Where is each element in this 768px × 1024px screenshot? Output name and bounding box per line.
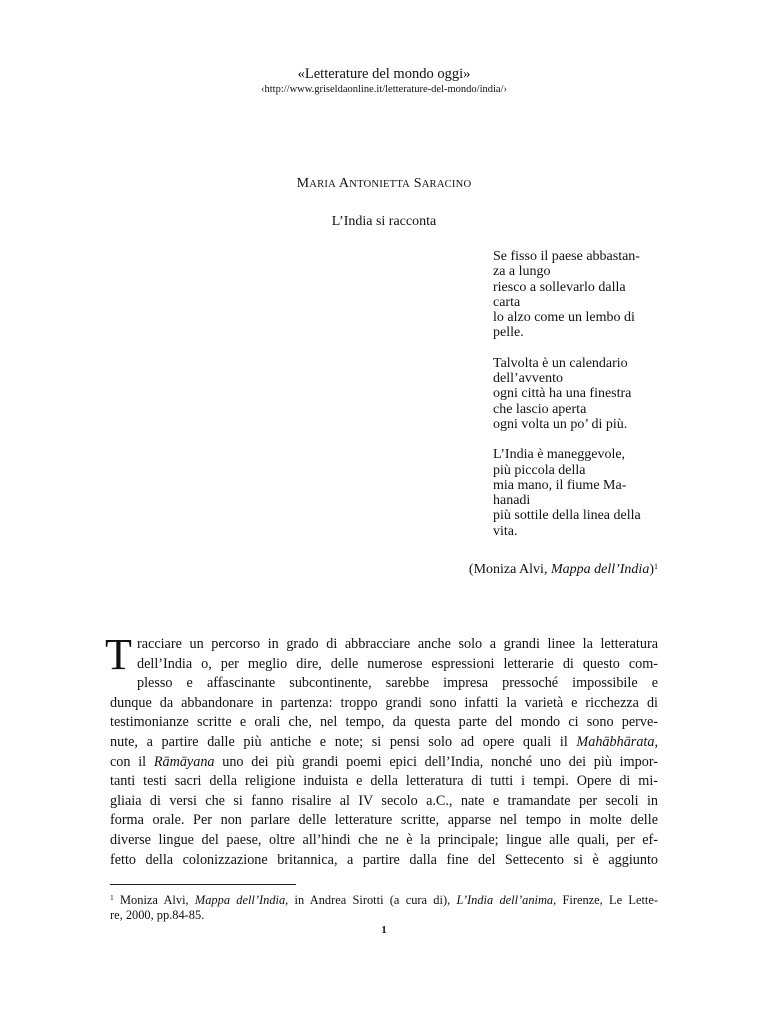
footnote-work-title: Mappa dell’India	[194, 893, 286, 907]
poem-line: za a lungo	[493, 264, 551, 280]
poem-line: Se fisso il paese abbastan-	[493, 249, 640, 264]
poem-line: più piccola della	[493, 462, 586, 478]
body-text-run: ,	[654, 733, 658, 750]
footnote-text-run: , in Andrea Sirotti (a cura di),	[285, 893, 457, 907]
body-line: dell’India o, per meglio dire, delle numerose espressioni letterarie di questo com-	[137, 655, 658, 672]
poem-line: hanadi	[493, 493, 531, 509]
attribution-work: Mappa dell’India	[550, 562, 650, 577]
footnote-mark: 1	[110, 893, 114, 902]
poem-line: vita.	[493, 523, 518, 539]
body-line: racciare un percorso in grado di abbracciare anche solo a grandi linee la letteratura	[137, 636, 658, 652]
body-line: tanti testi sacri della religione induista e della letteratura di tutti i tempi. Opere di mi-	[110, 773, 658, 790]
author-name	[0, 176, 768, 192]
epigraph-attribution	[469, 562, 658, 578]
poem-line: più sottile della linea della	[493, 508, 641, 524]
article-title: L’India si racconta	[331, 214, 437, 229]
poem-line: che lascio aperta	[493, 401, 587, 417]
body-line: forma orale. Per non parlare delle letterature scritte, apparse nel tempo in molte delle	[110, 812, 658, 829]
poem-line: riesco a sollevarlo dalla	[493, 279, 626, 295]
poem-stanza-3	[493, 447, 673, 539]
poem-line: lo alzo come un lembo di	[493, 310, 635, 326]
body-line: diverse lingue del paese, oltre all’hindi che ne è la principale; lingue alle quali, per ef-	[110, 831, 658, 848]
poem-line: pelle.	[493, 325, 524, 341]
body-paragraph	[110, 635, 658, 870]
poem-line: dell’avvento	[493, 371, 563, 387]
attribution-open: (Moniza Alvi,	[468, 562, 551, 577]
body-line: testimonianze scritte e orali che, nel tempo, da questa parte del mondo ci sono perve-	[110, 714, 658, 731]
attribution-close: )	[649, 562, 654, 577]
drop-cap: T	[105, 630, 132, 679]
footnote-text-run: Moniza Alvi,	[113, 893, 195, 907]
footnote-line	[110, 890, 658, 908]
poem-stanza-1	[493, 249, 673, 341]
body-line: dunque da abbandonare in partenza: troppo grandi sono infatti la varietà e ricchezza di	[110, 694, 658, 711]
footnote-text-run: Firenze, Le Lette-	[556, 893, 658, 907]
poem-line: mia mano, il fiume Ma-	[493, 477, 627, 493]
footnote	[110, 890, 658, 923]
body-text-run: nute, a partire dalle più antiche e note; si pensi solo ad opere quali il	[110, 733, 577, 750]
footnote-book-title: L’India dell’anima,	[456, 893, 557, 907]
journal-url: ‹http://www.griseldaonline.it/letterature-del-mondo/india/›	[260, 84, 507, 95]
poem-line: Talvolta è un calendario	[493, 355, 628, 371]
body-line: fetto della colonizzazione britannica, a partire dalla fine del Settecento si è aggiunto	[110, 851, 658, 868]
work-title: Mahābhārata	[576, 733, 655, 750]
body-line	[110, 733, 658, 753]
poem-line: carta	[493, 294, 521, 310]
journal-title: «Letterature del mondo oggi»	[297, 66, 471, 82]
author-text: MARIA ANTONIETTA SARACINO	[296, 176, 472, 191]
body-line: gliaia di versi che si fanno risalire al IV secolo a.C., nate e tramandate per secoli in	[110, 792, 658, 809]
work-title: Rāmāyana	[153, 753, 215, 770]
footnote-reference[interactable]: 1	[654, 562, 658, 571]
page-number: 1	[381, 925, 387, 936]
epigraph-poem	[493, 249, 673, 554]
poem-line: ogni volta un po’ di più.	[493, 416, 628, 432]
footnote-line: re, 2000, pp.84-85.	[110, 908, 205, 922]
body-line: plesso e affascinante subcontinente, sarebbe impresa pressoché impossibile e	[137, 675, 658, 692]
footnote-separator	[110, 884, 296, 885]
poem-line: ogni città ha una finestra	[493, 386, 632, 402]
body-line	[110, 753, 658, 773]
body-text-run: uno dei più grandi poemi epici dell’India, nonché uno dei più impor-	[214, 753, 658, 770]
body-text-run: con il	[110, 753, 154, 770]
poem-line: L’India è maneggevole,	[493, 447, 626, 463]
poem-stanza-2	[493, 356, 673, 432]
